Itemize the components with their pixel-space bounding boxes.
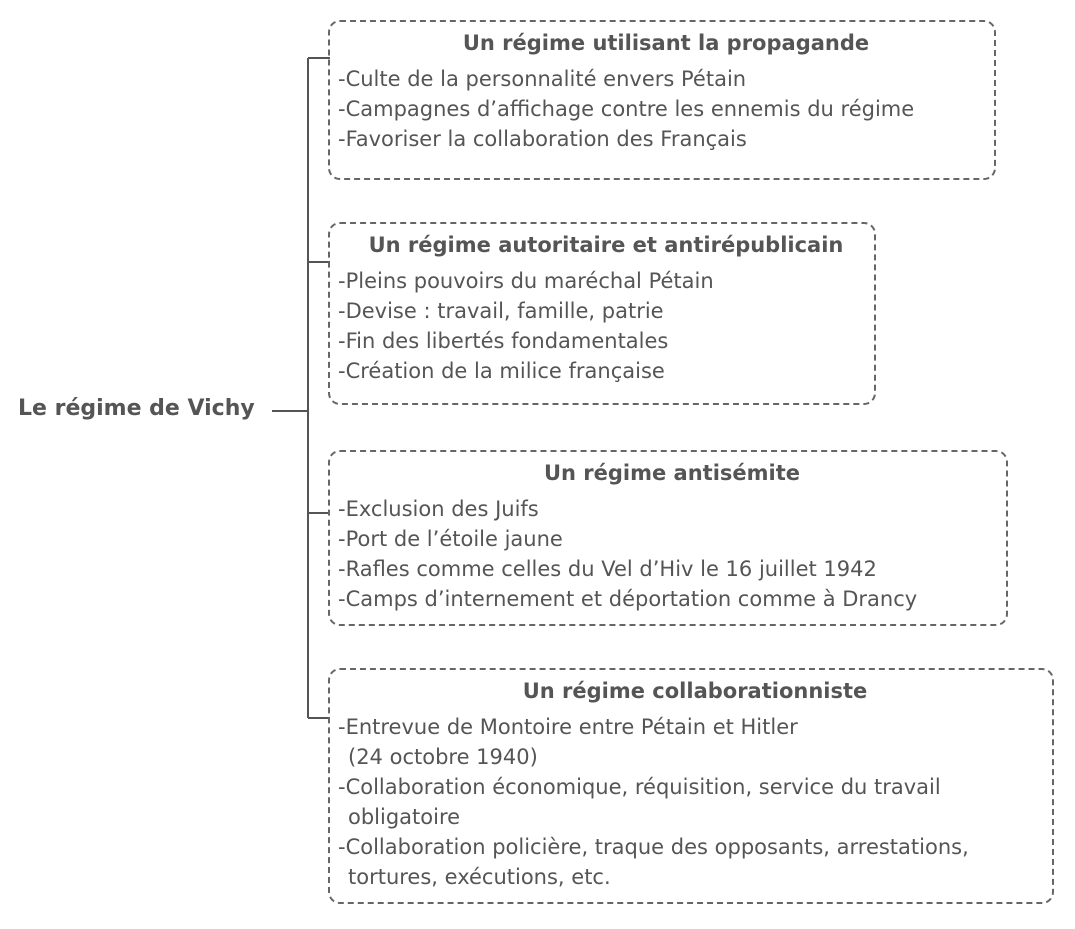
list-item-continuation: (24 octobre 1940) [348, 745, 538, 769]
list-item: -Port de l’étoile jaune [338, 527, 563, 551]
section-title: Un régime autoritaire et antirépublicain [368, 233, 844, 257]
list-item: -Pleins pouvoirs du maréchal Pétain [338, 269, 714, 293]
list-item: -Devise : travail, famille, patrie [338, 299, 664, 323]
section-items [338, 266, 874, 386]
list-item: -Culte de la personnalité envers Pétain [338, 67, 747, 91]
section-items [338, 64, 994, 154]
list-item-continuation: obligatoire [348, 805, 461, 829]
section-title: Un régime utilisant la propagande [462, 31, 870, 55]
list-item: -Création de la milice française [338, 359, 665, 383]
section-box-antisemite [328, 450, 1008, 626]
root-label: Le régime de Vichy [18, 396, 255, 421]
list-item-text: -Collaboration économique, réquisition, service du travail [338, 775, 941, 799]
list-item: -Exclusion des Juifs [338, 497, 539, 521]
section-items [338, 712, 1052, 892]
list-item-text: -Collaboration policière, traque des opposants, arrestations, [338, 835, 969, 859]
list-item-text: -Entrevue de Montoire entre Pétain et Hitler [338, 715, 798, 739]
list-item-continuation: tortures, exécutions, etc. [348, 865, 611, 889]
list-item [338, 832, 1052, 892]
list-item: -Fin des libertés fondamentales [338, 329, 669, 353]
section-title: Un régime antisémite [543, 461, 801, 485]
list-item: -Campagnes d’affichage contre les ennemis du régime [338, 97, 915, 121]
list-item: -Rafles comme celles du Vel d’Hiv le 16 juillet 1942 [338, 557, 877, 581]
list-item: -Camps d’internement et déportation comme à Drancy [338, 587, 918, 611]
list-item [338, 712, 1052, 772]
section-title: Un régime collaborationniste [522, 679, 868, 703]
section-items [338, 494, 1006, 614]
list-item [338, 772, 1052, 832]
section-box-autoritaire [328, 222, 876, 405]
section-box-propagande [328, 20, 996, 180]
section-box-collaborationniste [328, 668, 1054, 904]
list-item: -Favoriser la collaboration des Français [338, 127, 747, 151]
